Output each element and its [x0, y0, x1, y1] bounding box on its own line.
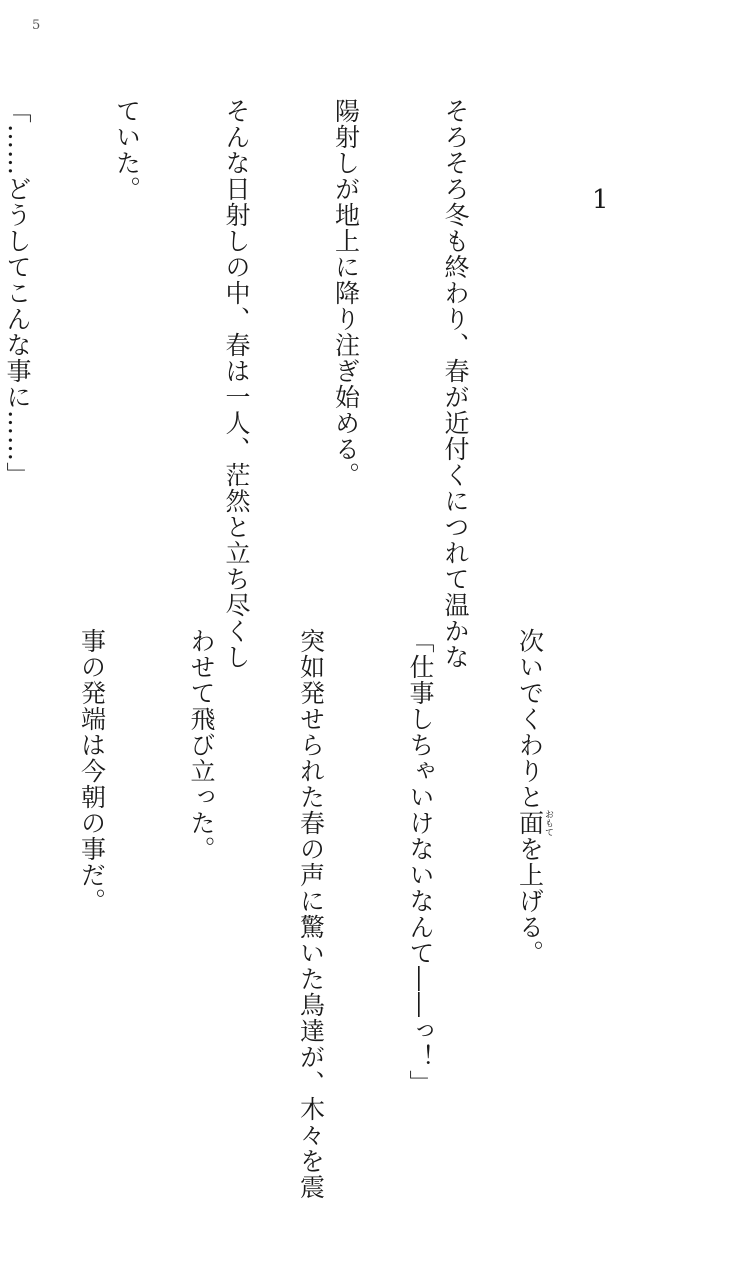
text-line: ていた。: [112, 98, 142, 202]
text-line: わせて飛び立った。: [187, 628, 216, 862]
chapter-title: 1: [592, 185, 609, 215]
ruby-line-before: 次いでくわりと: [515, 628, 545, 810]
text-line-with-ruby: [511, 628, 553, 1128]
text-line: そんな日射しの中、春は一人、茫然と立ち尽くし: [222, 98, 251, 670]
text-line: 陽射しが地上に降り注ぎ始める。: [331, 98, 361, 488]
ruby-line-after: を上げる。: [515, 836, 545, 966]
text-line: 突如発せられた春の声に驚いた鳥達が、木々を震: [296, 628, 326, 1200]
upper-text-block: [0, 98, 546, 670]
page-number: 5: [32, 18, 41, 33]
text-line: 「……どうしてこんな事に……」: [3, 98, 32, 488]
ruby-base: 面: [515, 809, 545, 837]
text-line: 事の発端は今朝の事だ。: [77, 628, 107, 914]
ruby-annotation: [515, 809, 553, 837]
lower-text-block: [0, 628, 626, 1200]
ruby-reading: おもて: [543, 809, 553, 837]
text-line: 「仕事しちゃいけないなんて――っ！」: [406, 628, 435, 1096]
text-line: そろそろ冬も終わり、春が近付くにつれて温かな: [441, 98, 470, 670]
